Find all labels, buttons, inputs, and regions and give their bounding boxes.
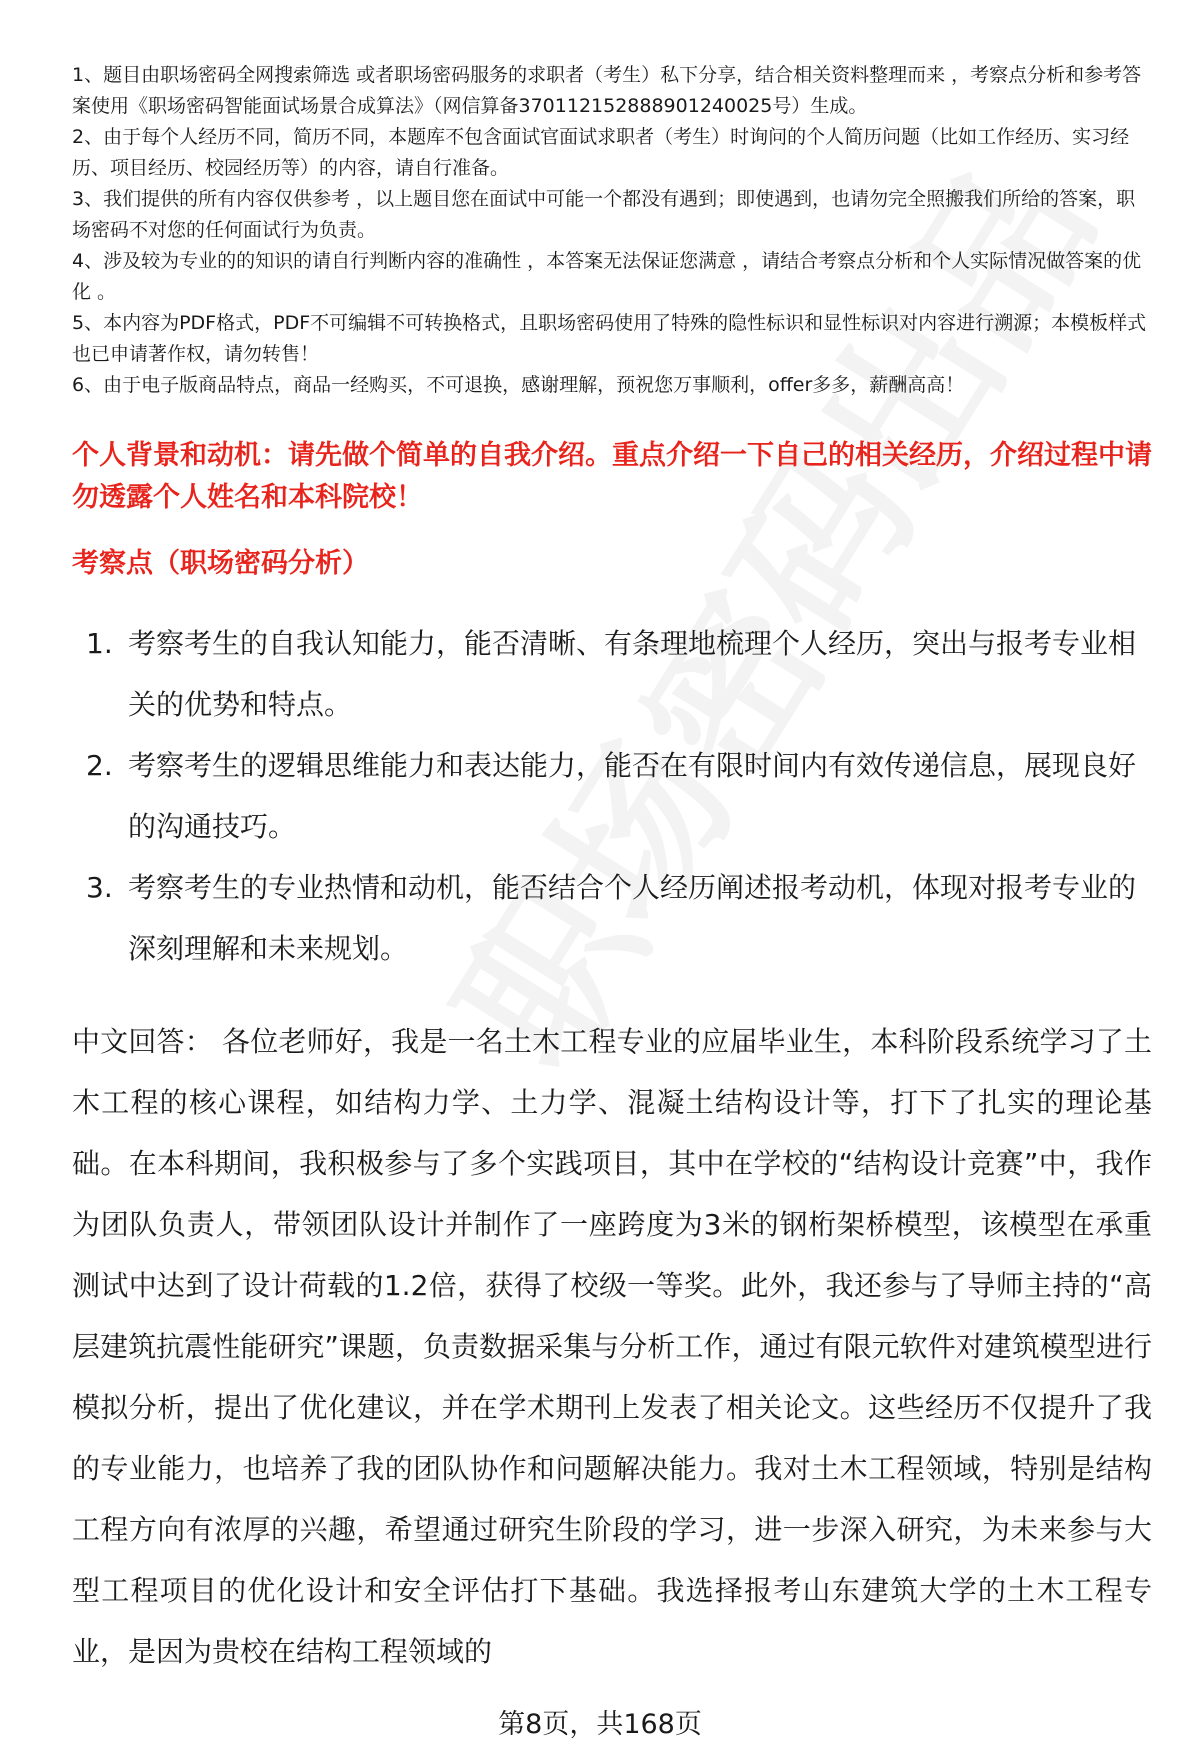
point-number: 1. bbox=[86, 627, 113, 660]
disclaimer-item: 5、本内容为PDF格式，PDF不可编辑不可转换格式，且职场密码使用了特殊的隐性标识和显性标识对内容进行溯源；本模板样式也已申请著作权，请勿转售！ bbox=[72, 312, 1147, 365]
point-number: 2. bbox=[86, 749, 113, 782]
point-text: 考察考生的逻辑思维能力和表达能力，能否在有限时间内有效传递信息，展现良好的沟通技巧。 bbox=[128, 749, 1137, 843]
analysis-point bbox=[72, 613, 1152, 735]
point-text: 考察考生的专业热情和动机，能否结合个人经历阐述报考动机，体现对报考专业的深刻理解和未来规划。 bbox=[128, 871, 1137, 965]
answer-paragraph: 中文回答： 各位老师好，我是一名土木工程专业的应届毕业生，本科阶段系统学习了土木工程的核心课程，如结构力学、土力学、混凝土结构设计等，打下了扎实的理论基础。在本科期间，我积极参与了多个实践项目，其中在学校的“结构设计竞赛”中，我作为团队负责人，带领团队设计并制作了一座跨度为3米的钢桁架桥模型，该模型在承重测试中达到了设计荷载的1.2倍，获得了校级一等奖。此外，我还参与了导师主持的“高层建筑抗震性能研究”课题，负责数据采集与分析工作，通过有限元软件对建筑模型进行模拟分析，提出了优化建议，并在学术期刊上发表了相关论文。这些经历不仅提升了我的专业能力，也培养了我的团队协作和问题解决能力。我对土木工程领域，特别是结构工程方向有浓厚的兴趣，希望通过研究生阶段的学习，进一步深入研究，为未来参与大型工程项目的优化设计和安全评估打下基础。我选择报考山东建筑大学的土木工程专业，是因为贵校在结构工程领域的 bbox=[72, 1025, 1152, 1668]
analysis-point bbox=[72, 857, 1152, 979]
analysis-title: 考察点（职场密码分析） bbox=[72, 548, 369, 579]
disclaimer-item: 4、涉及较为专业的的知识的请自行判断内容的准确性 ，本答案无法保证您满意 ，请结合考察点分析和个人实际情况做答案的优化 。 bbox=[72, 250, 1142, 303]
document-page bbox=[72, 60, 1152, 1682]
analysis-point bbox=[72, 735, 1152, 857]
disclaimer-item: 3、我们提供的所有内容仅供参考 ，以上题目您在面试中可能一个都没有遇到；即使遇到，也请勿完全照搬我们所给的答案，职场密码不对您的任何面试行为负责。 bbox=[72, 188, 1136, 241]
point-text: 考察考生的自我认知能力，能否清晰、有条理地梳理个人经历，突出与报考专业相关的优势和特点。 bbox=[128, 627, 1137, 721]
analysis-list bbox=[72, 613, 1152, 979]
page-number: 第8页，共168页 bbox=[498, 1709, 702, 1740]
disclaimer-item: 2、由于每个人经历不同，简历不同，本题库不包含面试官面试求职者（考生）时询问的个人简历问题（比如工作经历、实习经历、项目经历、校园经历等）的内容，请自行准备。 bbox=[72, 126, 1130, 179]
disclaimer-item: 1、题目由职场密码全网搜索筛选 或者职场密码服务的求职者（考生）私下分享，结合相关资料整理而来 ，考察点分析和参考答案使用《职场密码智能面试场景合成算法》（网信算备370112152888901240025号）生成。 bbox=[72, 64, 1142, 117]
disclaimer-item: 6、由于电子版商品特点，商品一经购买，不可退换，感谢理解，预祝您万事顺利，offer多多，薪酬高高！ bbox=[72, 374, 965, 396]
question-heading: 个人背景和动机：请先做个简单的自我介绍。重点介绍一下自己的相关经历，介绍过程中请勿透露个人姓名和本科院校！ bbox=[72, 440, 1152, 513]
disclaimer-block bbox=[72, 60, 1152, 401]
point-number: 3. bbox=[86, 871, 113, 904]
